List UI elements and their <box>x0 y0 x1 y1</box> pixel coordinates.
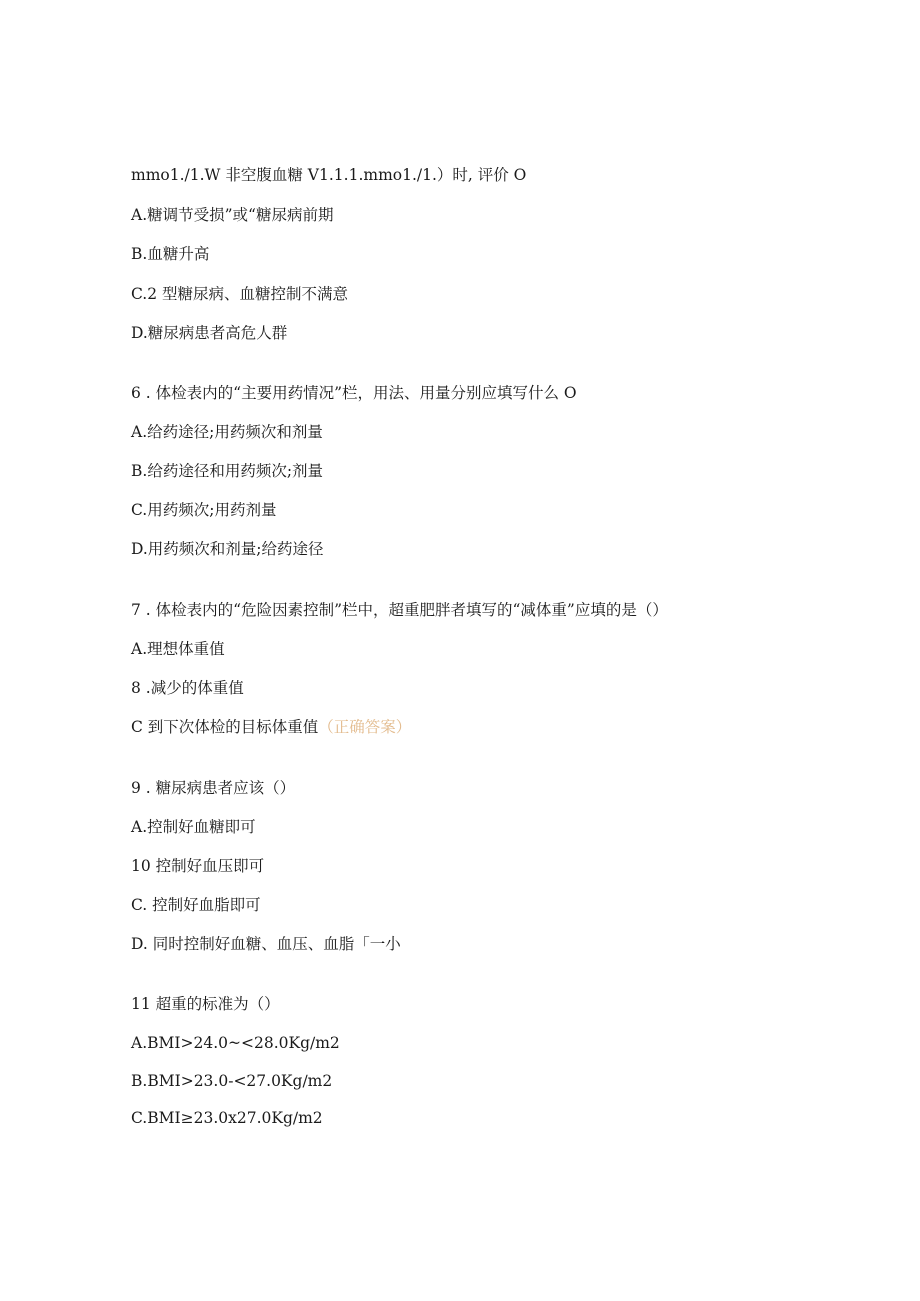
option-b: 10 控制好血压即可 <box>131 857 265 875</box>
question-9-stem: 9 . 糖尿病患者应该（） <box>131 779 296 797</box>
option-a: A.糖调节受损”或“糖尿病前期 <box>131 206 334 224</box>
option-b: B.BMI>23.0-<27.0Kg∕m2 <box>131 1072 333 1090</box>
option-c <box>131 717 411 737</box>
option-c: C.2 型糖尿病、血糖控制不满意 <box>131 285 349 303</box>
option-d: D.糖尿病患者高危人群 <box>131 324 288 342</box>
question-11-stem: 11 超重的标准为（） <box>131 995 280 1013</box>
option-a: A.控制好血糖即可 <box>131 818 256 836</box>
option-b: B.给药途径和用药频次;剂量 <box>131 462 324 480</box>
question-5-stem: mmo1./1.W 非空腹血糖 V1.1.1.mmo1./1.）时, 评价 O <box>131 166 527 184</box>
option-a: A.BMI>24.0~<28.0Kg∕m2 <box>131 1034 340 1052</box>
option-d: D. 同时控制好血糖、血压、血脂「一小 <box>131 935 401 953</box>
option-c: C. 控制好血脂即可 <box>131 896 261 914</box>
option-c: C.用药频次;用药剂量 <box>131 501 277 519</box>
question-7-stem: 7 . 体检表内的“危险因素控制”栏中，超重肥胖者填写的“减体重”应填的是（） <box>131 601 668 619</box>
option-d: D.用药频次和剂量;给药途径 <box>131 540 324 558</box>
option-a: A.理想体重值 <box>131 640 225 658</box>
question-6-stem: 6 . 体检表内的“主要用药情况”栏，用法、用量分别应填写什么 O <box>131 384 577 402</box>
option-c: C.BMI≥23.0x27.0Kg∕m2 <box>131 1109 323 1127</box>
option-b: B.血糖升高 <box>131 245 210 263</box>
correct-answer-mark: （正确答案） <box>318 718 412 736</box>
option-c-text: C 到下次体检的目标体重值 <box>131 718 319 736</box>
option-b: 8 .减少的体重值 <box>131 679 244 697</box>
option-a: A.给药途径;用药频次和剂量 <box>131 423 323 441</box>
